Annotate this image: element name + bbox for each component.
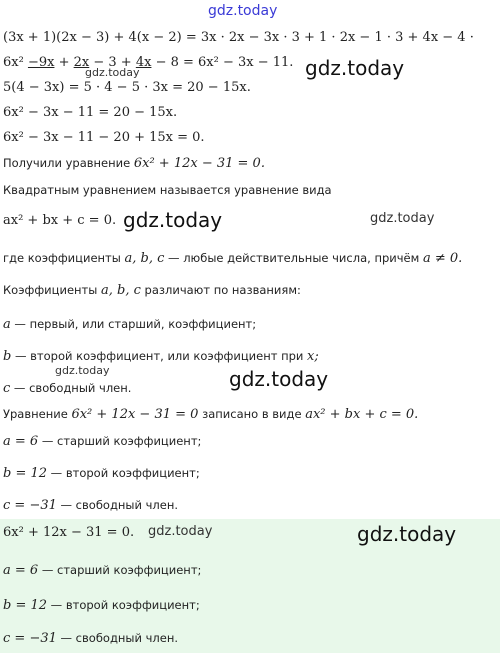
math-line-5: 6x² − 3x − 11 − 20 + 15x = 0. [3,130,205,145]
l13-text: — свободный член. [10,381,132,395]
l17-math: c = −31 [3,498,57,513]
l10-math: a, b, c [100,283,141,298]
answer-box [0,519,500,653]
math-line-1: (3x + 1)(2x − 3) + 4(x − 2) = 3x · 2x − 3x · 3 + 1 · 2x − 1 · 3 + 4x − 4 · [3,30,474,45]
l2-underlined-2: 2x [73,55,90,70]
math-line-8: ax² + bx + c = 0. [3,213,117,228]
answer-line-1: 6x² + 12x − 31 = 0. [3,525,135,540]
math-line-4: 6x² − 3x − 11 = 20 − 15x. [3,105,178,120]
watermark-small-1: gdz.today [85,66,140,79]
l2-underlined-1: −9x [27,55,55,70]
a2-text: — старший коэффициент; [38,563,202,577]
l14-math1: 6x² + 12x − 31 = 0 [71,407,199,422]
line-13 [3,380,131,397]
l9-text1: где коэффициенты [3,251,125,265]
watermark-small-2: gdz.today [370,211,435,226]
watermark-small-4: gdz.today [148,524,213,539]
a4-text: — свободный член. [56,631,179,645]
l13-math: c [3,381,11,396]
line-17 [3,497,178,514]
l2-part-e: − 3 + [89,55,136,70]
l11-math: a [3,317,11,332]
line-14 [3,406,418,423]
answer-line-3 [3,597,200,614]
a4-math: c = −31 [3,631,57,646]
l16-math: b = 12 [3,466,48,481]
l14-math2: ax² + bx + c = 0. [305,407,419,422]
line-16 [3,465,200,482]
watermark-big-2: gdz.today [123,208,223,232]
l2-part-g: − 8 = 6x² − 3x − 11. [151,55,294,70]
answer-line-2 [3,562,201,579]
a2-math: a = 6 [3,563,39,578]
l12-math: b [3,349,12,364]
l10-text1: Коэффициенты [3,283,101,297]
l9-math1: a, b, c [124,251,165,266]
a3-text: — второй коэффициент; [47,598,200,612]
answer-line-4 [3,630,178,647]
l2-part-a: 6x² [3,55,28,70]
l6-text: Получили уравнение [3,156,134,170]
l9-text2: — любые действительные числа, причём [164,251,423,265]
l9-math2: a ≠ 0. [422,251,463,266]
l2-part-c: + [54,55,74,70]
l14-text2: записано в виде [198,407,306,421]
math-line-2 [3,55,293,71]
line-9 [3,250,462,267]
watermark-small-3: gdz.today [55,364,110,377]
math-line-3: 5(4 − 3x) = 5 · 4 − 5 · 3x = 20 − 15x. [3,80,251,95]
l11-text: — первый, или старший, коэффициент; [10,317,257,331]
l6-math: 6x² + 12x − 31 = 0. [133,156,265,171]
l15-math: a = 6 [3,434,39,449]
line-6 [3,155,265,172]
a3-math: b = 12 [3,598,48,613]
l14-text1: Уравнение [3,407,72,421]
watermark-big-3: gdz.today [229,367,329,391]
l16-text: — второй коэффициент; [47,466,200,480]
l12-text: — второй коэффициент, или коэффициент при [11,349,308,363]
line-11 [3,316,256,333]
watermark-top: gdz.today [208,3,278,19]
l2-underlined-3: 4x [135,55,152,70]
watermark-big-4: gdz.today [357,522,457,546]
line-7: Квадратным уравнением называется уравнение вида [3,183,332,197]
line-15 [3,433,201,450]
l15-text: — старший коэффициент; [38,434,202,448]
l12-math2: x; [307,349,319,364]
watermark-big-1: gdz.today [305,56,405,80]
line-10 [3,282,301,299]
l10-text2: различают по названиям: [140,283,301,297]
l17-text: — свободный член. [56,498,179,512]
line-12 [3,348,319,365]
